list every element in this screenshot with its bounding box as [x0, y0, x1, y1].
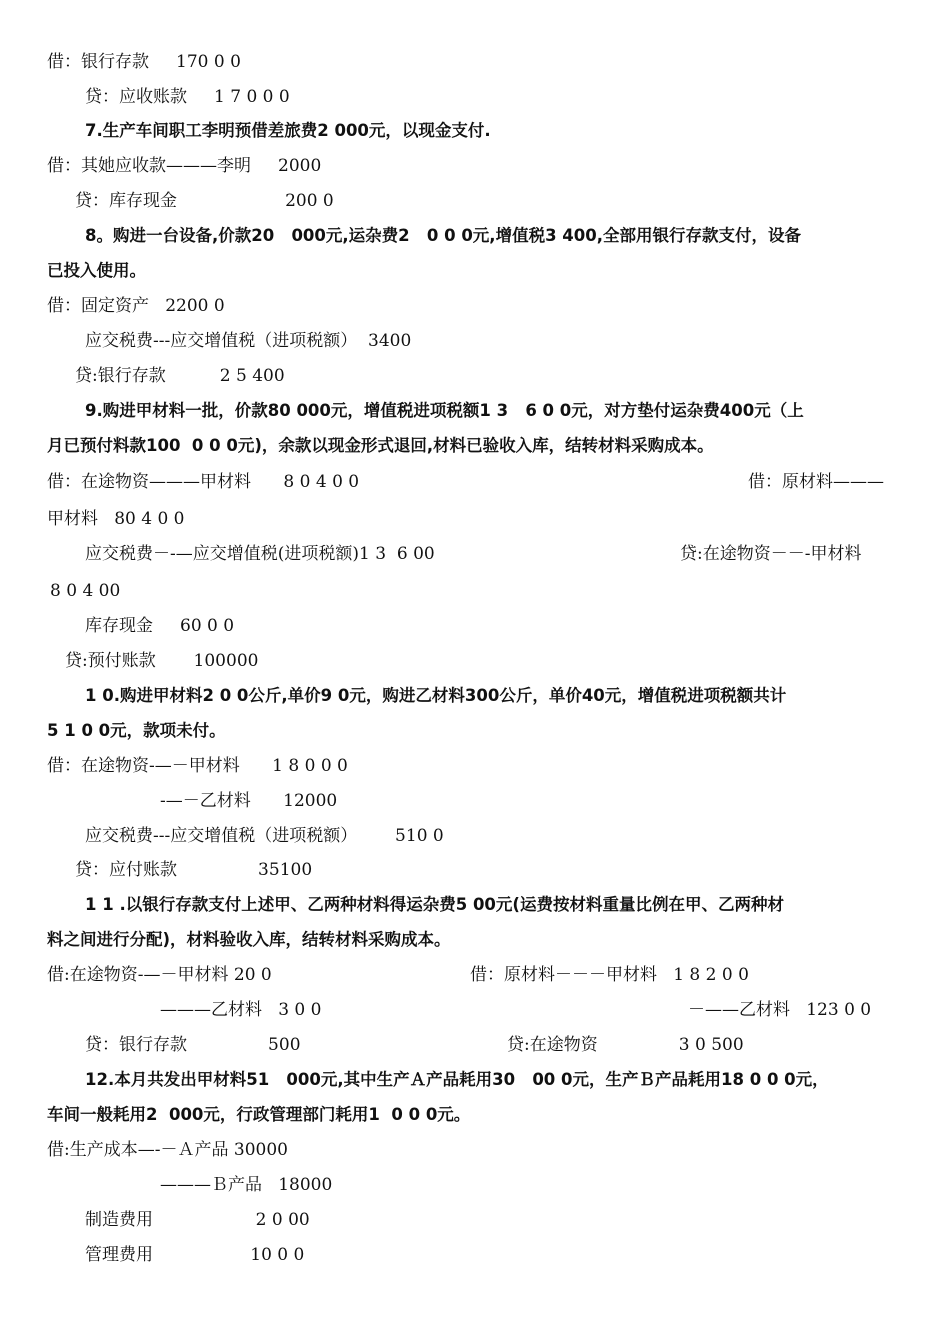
- entry-line: 贷：应付账款 35100: [75, 860, 313, 880]
- entry-line: 制造费用 2 0 00: [85, 1210, 310, 1230]
- entry-line: 贷：库存现金 200 0: [75, 191, 334, 211]
- question-line: 已投入使用。: [47, 261, 146, 280]
- entry-line: 贷:在途物资 3 0 500: [507, 1035, 744, 1055]
- entry-line: 8 0 4 00: [50, 581, 121, 601]
- question-line: 1 0.购进甲材料2 0 0公斤,单价9 0元，购进乙材料300公斤，单价40元，增值税进项税额共计: [85, 686, 787, 705]
- entry-line: 借:生产成本—-－Ａ产品 30000: [47, 1140, 288, 1160]
- entry-line: 贷：应收账款 1 7 0 0 0: [85, 87, 290, 107]
- entry-line: 贷：银行存款 500: [85, 1035, 301, 1055]
- entry-line: 借：原材料－－－甲材料 1 8 2 0 0: [470, 965, 749, 985]
- question-line: 料之间进行分配)，材料验收入库，结转材料采购成本。: [47, 930, 451, 949]
- question-line: 9.购进甲材料一批，价款80 000元，增值税进项税额1 3 6 0 0元，对方垫付运杂费400元（上: [85, 401, 804, 420]
- entry-line: 贷:银行存款 2 5 400: [75, 366, 285, 386]
- entry-line: 应交税费---应交增值税（进项税额） 510 0: [85, 826, 444, 846]
- entry-line: 应交税费－-—应交增值税(进项税额)1 3 6 00: [85, 544, 435, 564]
- entry-line: 借：其她应收款———李明 2000: [47, 156, 322, 176]
- entry-line: 库存现金 60 0 0: [85, 616, 235, 636]
- entry-line: 借：在途物资———甲材料 8 0 4 0 0: [47, 472, 360, 492]
- entry-line: 借：银行存款 170 0 0: [47, 52, 241, 72]
- entry-line: 贷:预付账款 100000: [65, 651, 259, 671]
- question-line: 8。购进一台设备,价款20 000元,运杂费2 0 0 0元,增值税3 400,全部用银行存款支付，设备: [85, 226, 802, 245]
- entry-line: -—－乙材料 12000: [160, 791, 338, 811]
- entry-line: 管理费用 10 0 0: [85, 1245, 305, 1265]
- entry-line: 借：固定资产 2200 0: [47, 296, 225, 316]
- question-line: 7.生产车间职工李明预借差旅费2 000元，以现金支付.: [85, 121, 491, 140]
- question-line: 12.本月共发出甲材料51 000元,其中生产Ａ产品耗用30 00 0元，生产Ｂ产品耗用18 0 0 0元，: [85, 1070, 829, 1089]
- entry-line: 借：在途物资-—－甲材料 1 8 0 0 0: [47, 756, 348, 776]
- entry-line: 甲材料 80 4 0 0: [47, 509, 185, 529]
- entry-line: 贷:在途物资－－-甲材料: [680, 544, 862, 564]
- entry-line: 借：原材料———: [748, 472, 884, 492]
- question-line: 车间一般耗用2 000元，行政管理部门耗用1 0 0 0元。: [47, 1105, 471, 1124]
- question-line: 1 1 .以银行存款支付上述甲、乙两种材料得运杂费5 00元(运费按材料重量比例在甲、乙两种材: [85, 895, 784, 914]
- entry-line: ———Ｂ产品 18000: [160, 1175, 333, 1195]
- entry-line: ———乙材料 3 0 0: [160, 1000, 322, 1020]
- entry-line: 应交税费---应交增值税（进项税额） 3400: [85, 331, 412, 351]
- entry-line: －——乙材料 123 0 0: [688, 1000, 872, 1020]
- question-line: 5 1 0 0元，款项未付。: [47, 721, 226, 740]
- entry-line: 借:在途物资-—－甲材料 20 0: [47, 965, 272, 985]
- question-line: 月已预付料款100 0 0 0元)，余款以现金形式退回,材料已验收入库，结转材料采购成本。: [47, 436, 714, 455]
